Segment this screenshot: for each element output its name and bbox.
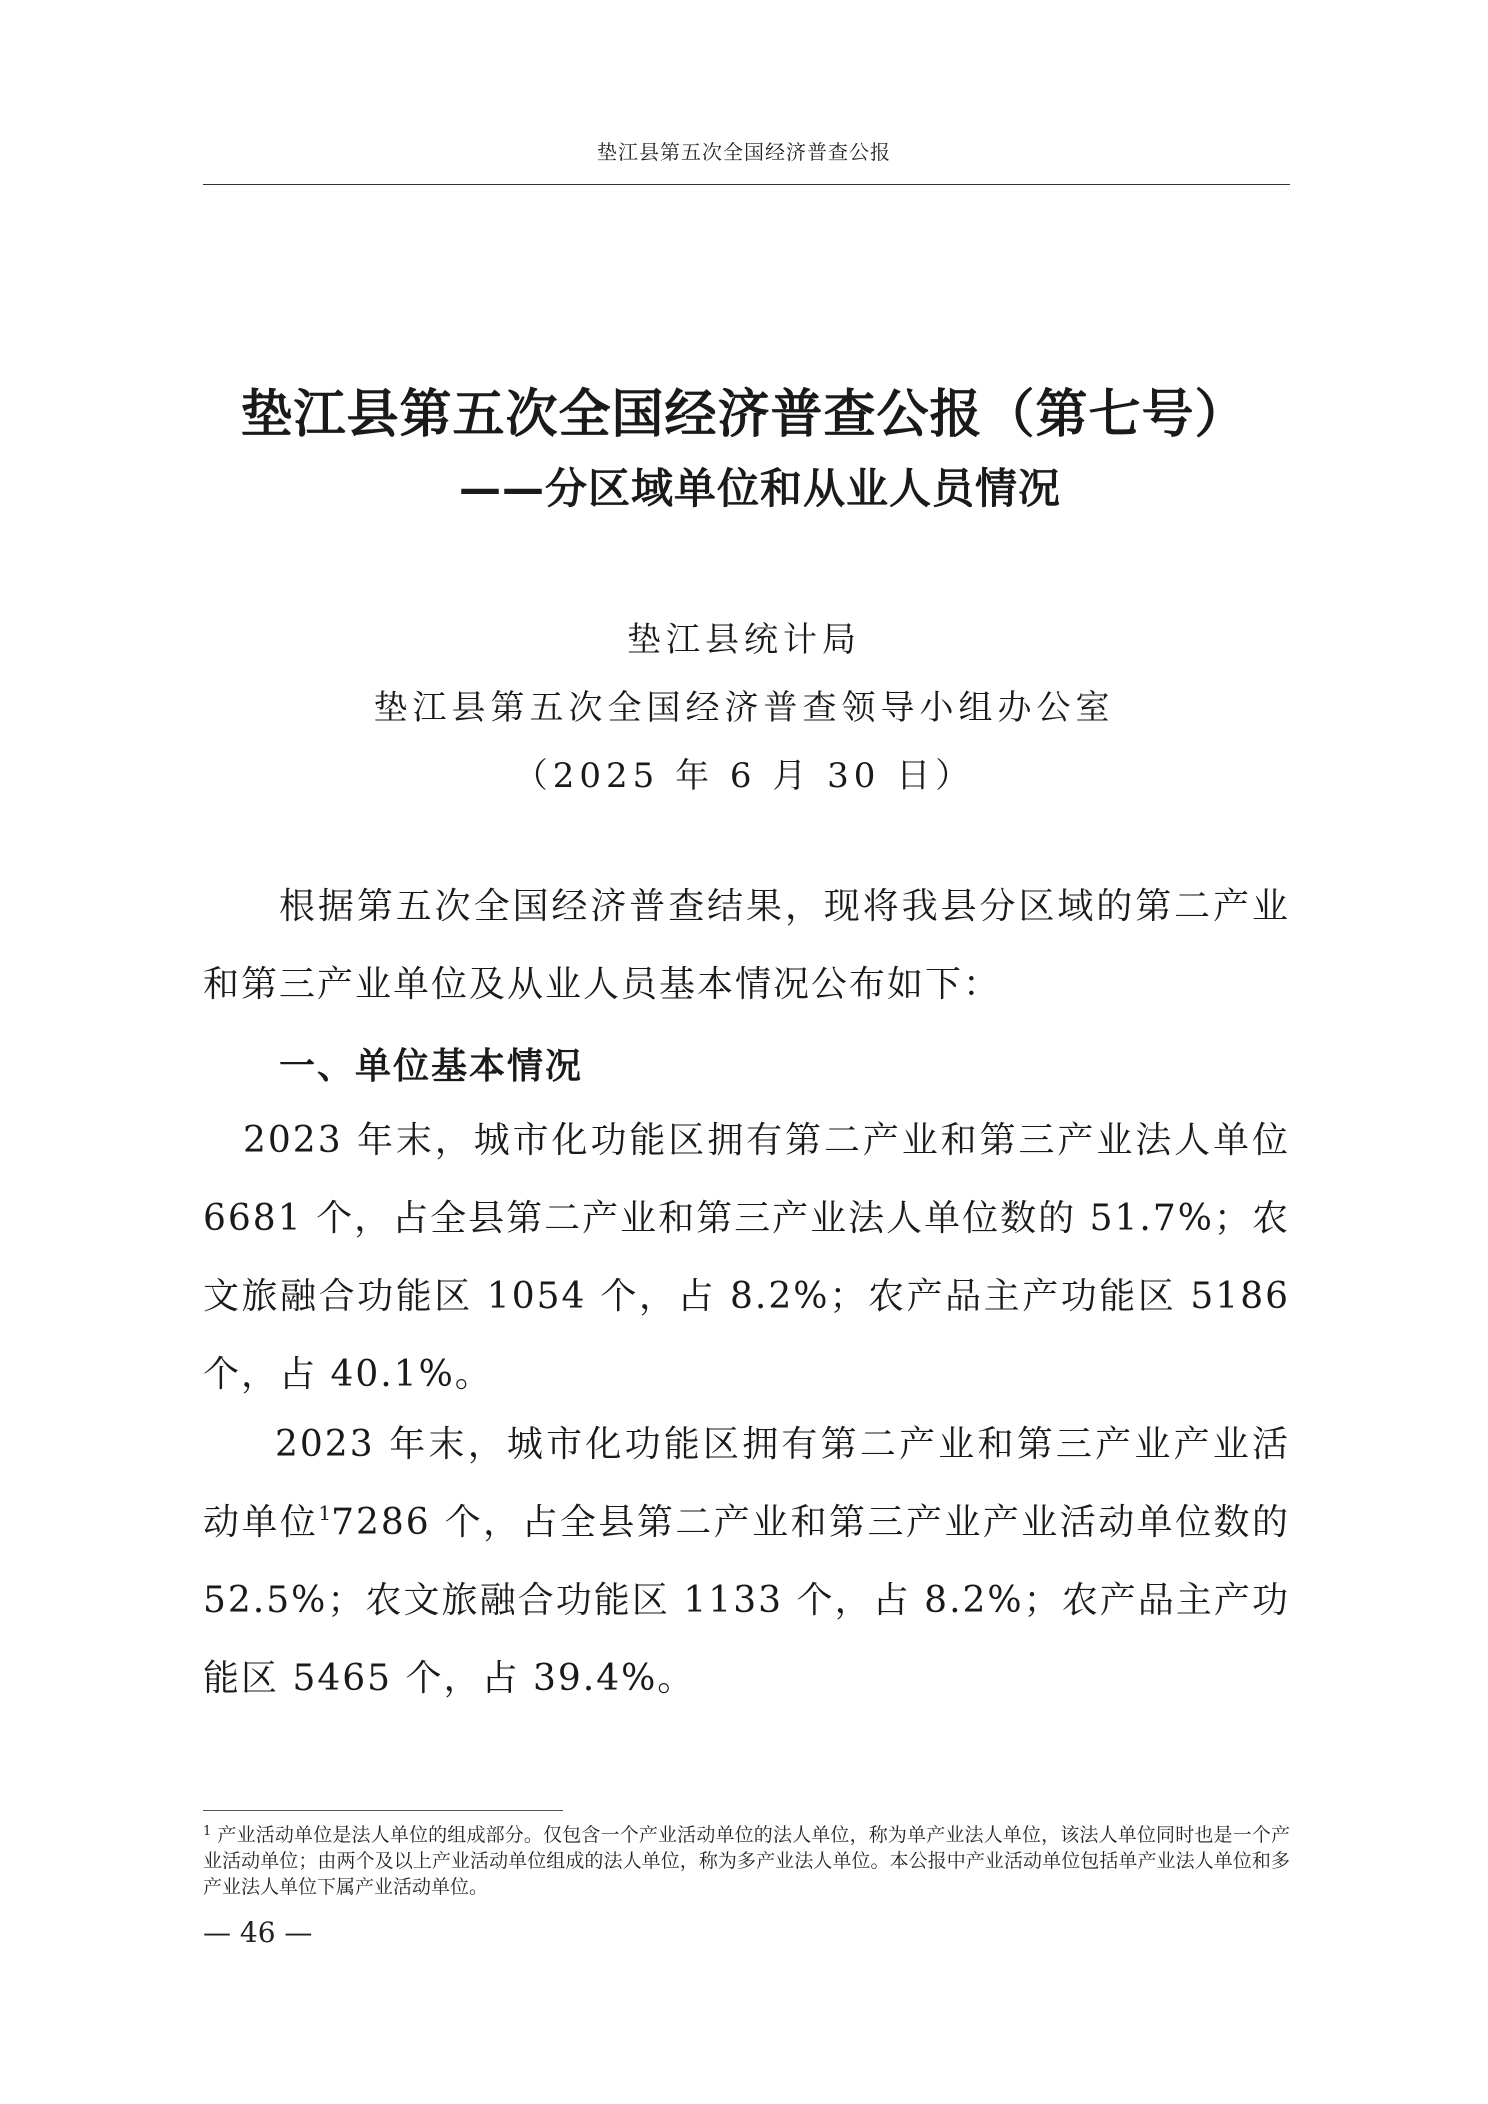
page-number: — 46 — (203, 1916, 313, 1949)
issuer-statistics-bureau: 垫江县统计局 (627, 620, 861, 660)
footnote (203, 1822, 1290, 1900)
intro-paragraph: 根据第五次全国经济普查结果，现将我县分区域的第二产业和第三产业单位及从业人员基本情况公布如下： (203, 886, 1290, 1005)
header-divider (203, 184, 1290, 185)
document-title: 垫江县第五次全国经济普查公报（第七号） (240, 385, 1248, 445)
footnote-reference: 1 (318, 1501, 332, 1525)
document-subtitle: ——分区域单位和从业人员情况 (459, 464, 1062, 513)
issuer-census-office: 垫江县第五次全国经济普查领导小组办公室 (373, 688, 1115, 728)
activity-units-text-a: 2023 年末，城市化功能区拥有第二产业和第三产业产业活动单位 (203, 1424, 1290, 1543)
footnote-text: 产业活动单位是法人单位的组成部分。仅包含一个产业活动单位的法人单位，称为单产业法人单位，该法人单位同时也是一个产业活动单位；由两个及以上产业活动单位组成的法人单位，称为多产业法人单位。本公报中产业活动单位包括单产业法人单位和多产业法人单位下属产业活动单位。 (203, 1824, 1290, 1898)
running-header: 垫江县第五次全国经济普查公报 (597, 140, 891, 164)
section-heading: 一、单位基本情况 (279, 1046, 584, 1087)
publication-date: （2025 年 6 月 30 日） (513, 756, 975, 796)
footnote-divider (203, 1810, 563, 1811)
footnote-number: 1 (203, 1824, 212, 1839)
activity-units-paragraph (203, 1406, 1290, 1718)
legal-units-paragraph: 2023 年末，城市化功能区拥有第二产业和第三产业法人单位 6681 个，占全县第二产业和第三产业法人单位数的 51.7%；农文旅融合功能区 1054 个，占 8.2%；农产品主产功能区 5186 个，占 40.1%。 (203, 1120, 1290, 1395)
activity-units-text-b: 7286 个，占全县第二产业和第三产业产业活动单位数的 52.5%；农文旅融合功能区 1133 个，占 8.2%；农产品主产功能区 5465 个，占 39.4%。 (203, 1502, 1290, 1699)
